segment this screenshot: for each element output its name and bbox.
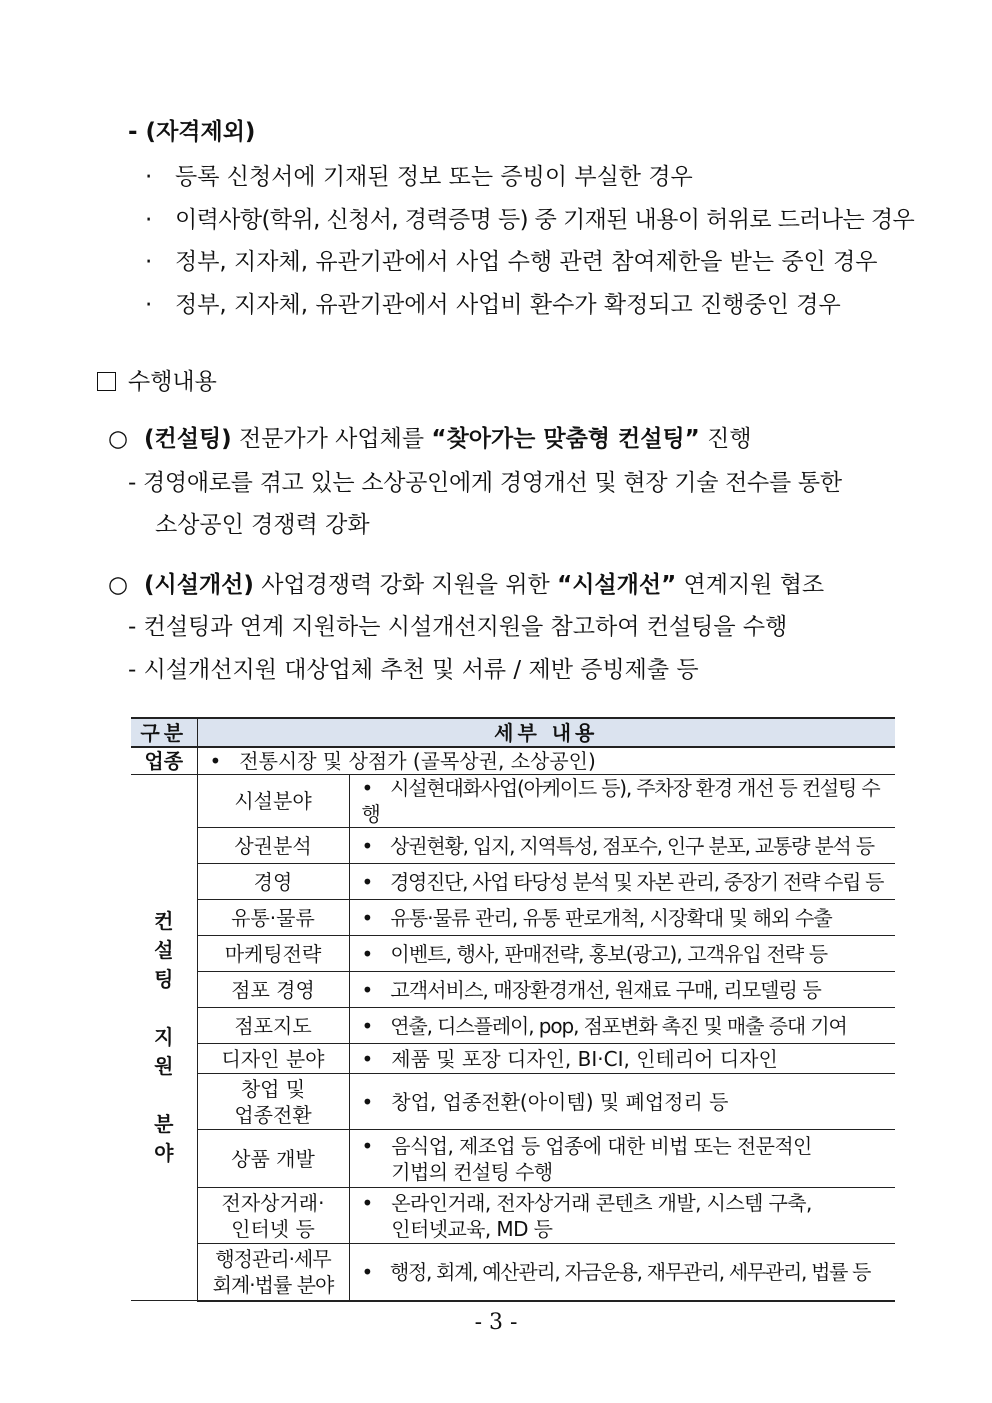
row-name: 시설분야: [197, 775, 349, 828]
row-name: 행정관리·세무 회계·법률 분야: [197, 1244, 349, 1301]
exclusion-item: · 정부, 지자체, 유관기관에서 사업비 환수가 확정되고 진행중인 경우: [145, 292, 841, 318]
table-row: [131, 900, 895, 936]
row-desc: • 경영진단, 사업 타당성 분석 및 자본 관리, 중장기 전략 수립 등: [349, 864, 895, 900]
row-name: 창업 및 업종전환: [197, 1074, 349, 1130]
bullet-dot-icon: •: [361, 869, 372, 894]
checkbox-square-icon: [97, 372, 116, 391]
bullet-dot-icon: •: [209, 749, 222, 773]
facility-heading: ○ (시설개선) 사업경쟁력 강화 지원을 위한 “시설개선” 연계지원 협조: [108, 572, 825, 598]
bullet-dot-icon: •: [361, 1190, 374, 1215]
consulting-support-table: [131, 717, 895, 1302]
table-row: [131, 1074, 895, 1130]
row-desc: • 시설현대화사업(아케이드 등), 주차장 환경 개선 등 컨설팅 수행: [349, 775, 895, 828]
industry-value: • 전통시장 및 상점가 (골목상권, 소상공인): [197, 747, 895, 775]
row-desc: • 온라인거래, 전자상거래 콘텐츠 개발, 시스템 구축, 인터넷교육, MD 등: [349, 1188, 895, 1244]
bullet-dot-icon: •: [361, 1259, 372, 1284]
table-row: [131, 1044, 895, 1074]
circle-bullet-icon: ○: [108, 572, 129, 598]
section-title: 수행내용: [128, 369, 217, 395]
bullet-dot-icon: •: [361, 833, 373, 858]
row-name: 상품 개발: [197, 1130, 349, 1188]
row-name: 마케팅전략: [197, 936, 349, 972]
table-row: [131, 1008, 895, 1044]
middle-dot-icon: ·: [145, 207, 152, 233]
header-category: 구분: [131, 718, 197, 747]
table-row: [131, 1188, 895, 1244]
bullet-dot-icon: •: [361, 776, 373, 800]
page-number: - 3 -: [474, 1310, 518, 1335]
middle-dot-icon: ·: [145, 292, 153, 318]
row-desc: • 음식업, 제조업 등 업종에 대한 비법 또는 전문적인 기법의 컨설팅 수행: [349, 1130, 895, 1188]
bullet-dot-icon: •: [361, 905, 373, 930]
row-desc: • 고객서비스, 매장환경개선, 원재료 구매, 리모델링 등: [349, 972, 895, 1008]
bullet-dot-icon: •: [361, 1133, 374, 1158]
row-name: 전자상거래· 인터넷 등: [197, 1188, 349, 1244]
middle-dot-icon: ·: [145, 249, 153, 275]
table-row: [131, 1244, 895, 1301]
row-name: 유통·물류: [197, 900, 349, 936]
bullet-dot-icon: •: [361, 1046, 374, 1071]
exclusion-item: · 이력사항(학위, 신청서, 경력증명 등) 중 기재된 내용이 허위로 드러나는 경우: [145, 207, 915, 233]
bullet-dot-icon: •: [361, 1013, 373, 1038]
row-desc: • 유통·물류 관리, 유통 판로개척, 시장확대 및 해외 수출: [349, 900, 895, 936]
consulting-detail-cont: 소상공인 경쟁력 강화: [155, 512, 370, 538]
row-desc: • 상권현황, 입지, 지역특성, 점포수, 인구 분포, 교통량 분석 등: [349, 828, 895, 864]
row-desc: • 창업, 업종전환(아이템) 및 폐업정리 등: [349, 1074, 895, 1130]
table-row: [131, 747, 895, 775]
table-row: [131, 972, 895, 1008]
exclusion-item: · 등록 신청서에 기재된 정보 또는 증빙이 부실한 경우: [145, 164, 693, 190]
consulting-detail: - 경영애로를 겪고 있는 소상공인에게 경영개선 및 현장 기술 전수를 통한: [128, 470, 842, 496]
row-desc: • 이벤트, 행사, 판매전략, 홍보(광고), 고객유입 전략 등: [349, 936, 895, 972]
exclusion-item: · 정부, 지자체, 유관기관에서 사업 수행 관련 참여제한을 받는 중인 경우: [145, 249, 878, 275]
category-label-vertical: 컨 설 팅 지 원 분 야: [154, 909, 174, 1165]
header-details: 세부 내용: [197, 718, 895, 747]
table-row: [131, 775, 895, 828]
row-desc: • 연출, 디스플레이, pop, 점포변화 촉진 및 매출 증대 기여: [349, 1008, 895, 1044]
bullet-dot-icon: •: [361, 941, 373, 966]
exclusion-title: - (자격제외): [128, 119, 256, 145]
bullet-dot-icon: •: [361, 1089, 374, 1114]
table-row: [131, 936, 895, 972]
bullet-dot-icon: •: [361, 977, 373, 1002]
row-name: 경영: [197, 864, 349, 900]
circle-bullet-icon: ○: [108, 426, 129, 452]
row-desc: • 행정, 회계, 예산관리, 자금운용, 재무관리, 세무관리, 법률 등: [349, 1244, 895, 1301]
row-name: 상권분석: [197, 828, 349, 864]
facility-detail: - 컨설팅과 연계 지원하는 시설개선지원을 참고하여 컨설팅을 수행: [128, 614, 788, 640]
table-row: [131, 828, 895, 864]
row-name: 점포 경영: [197, 972, 349, 1008]
middle-dot-icon: ·: [145, 164, 153, 190]
facility-detail: - 시설개선지원 대상업체 추천 및 서류 / 제반 증빙제출 등: [128, 657, 699, 683]
category-cell: [131, 775, 197, 1301]
row-desc: • 제품 및 포장 디자인, BI·CI, 인테리어 디자인: [349, 1044, 895, 1074]
industry-label: 업종: [131, 747, 197, 775]
row-name: 점포지도: [197, 1008, 349, 1044]
table-row: [131, 1130, 895, 1188]
table-row: [131, 864, 895, 900]
consulting-heading: ○ (컨설팅) 전문가가 사업체를 “찾아가는 맞춤형 컨설팅” 진행: [108, 426, 752, 452]
row-name: 디자인 분야: [197, 1044, 349, 1074]
table-header-row: [131, 718, 895, 747]
